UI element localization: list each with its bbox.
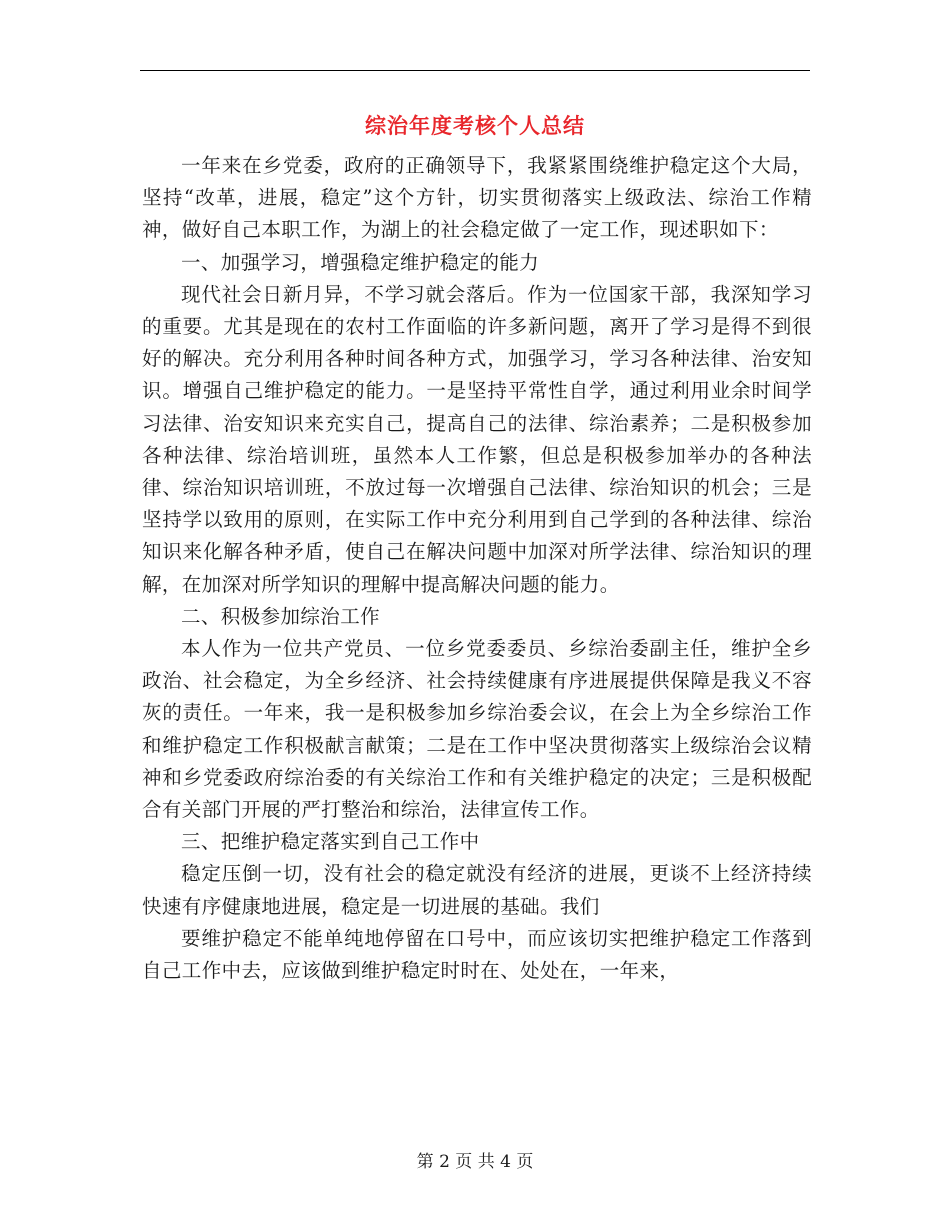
paragraph-study: 现代社会日新月异，不学习就会落后。作为一位国家干部，我深知学习的重要。尤其是现在的农村工作面临的许多新问题，离开了学习是得不到很好的解决。充分利用各种时间各种方式，加强学习，学习各种法律、治安知识。增强自己维护稳定的能力。一是坚持平常性自学，通过利用业余时间学习法律、治安知识来充实自己，提高自己的法律、综治素养；二是积极参加各种法律、综治培训班，虽然本人工作繁，但总是积极参加举办的各种法律、综治知识培训班，不放过每一次增强自己法律、综治知识的机会；三是坚持学以致用的原则，在实际工作中充分利用到自己学到的各种法律、综治知识来化解各种矛盾，使自己在解决问题中加深对所学法律、综治知识的理解，在加深对所学知识的理解中提高解决问题的能力。: [142, 282, 812, 596]
paragraph-intro: 一年来在乡党委，政府的正确领导下，我紧紧围绕维护稳定这个大局，坚持“改革，进展，稳定”这个方针，切实贯彻落实上级政法、综治工作精神，做好自己本职工作，为湖上的社会稳定做了一定工作，现述职如下：: [142, 154, 812, 242]
paragraph-continuation: 要维护稳定不能单纯地停留在口号中，而应该切实把维护稳定工作落到自己工作中去，应该做到维护稳定时时在、处处在，一年来，: [142, 926, 812, 983]
document-body: [142, 150, 812, 987]
section-heading-1: 一、加强学习，增强稳定维护稳定的能力: [181, 250, 540, 274]
page-number-footer: 第 2 页 共 4 页: [416, 1152, 534, 1172]
document-title: 综治年度考核个人总结: [365, 113, 585, 138]
header-rule: [140, 70, 810, 71]
paragraph-stability: 稳定压倒一切，没有社会的稳定就没有经济的进展，更谈不上经济持续快速有序健康地进展，稳定是一切进展的基础。我们: [142, 862, 812, 918]
paragraph-participation: 本人作为一位共产党员、一位乡党委委员、乡综治委副主任，维护全乡政治、社会稳定，为全乡经济、社会持续健康有序进展提供保障是我义不容灰的责任。一年来，我一是积极参加乡综治委会议，在会上为全乡综治工作和维护稳定工作积极献言献策；二是在工作中坚决贯彻落实上级综治会议精神和乡党委政府综治委的有关综治工作和有关维护稳定的决定；三是积极配合有关部门开展的严打整治和综治，法律宣传工作。: [142, 637, 812, 822]
section-heading-3: 三、把维护稳定落实到自己工作中: [181, 830, 480, 854]
section-heading-2: 二、积极参加综治工作: [181, 604, 381, 628]
